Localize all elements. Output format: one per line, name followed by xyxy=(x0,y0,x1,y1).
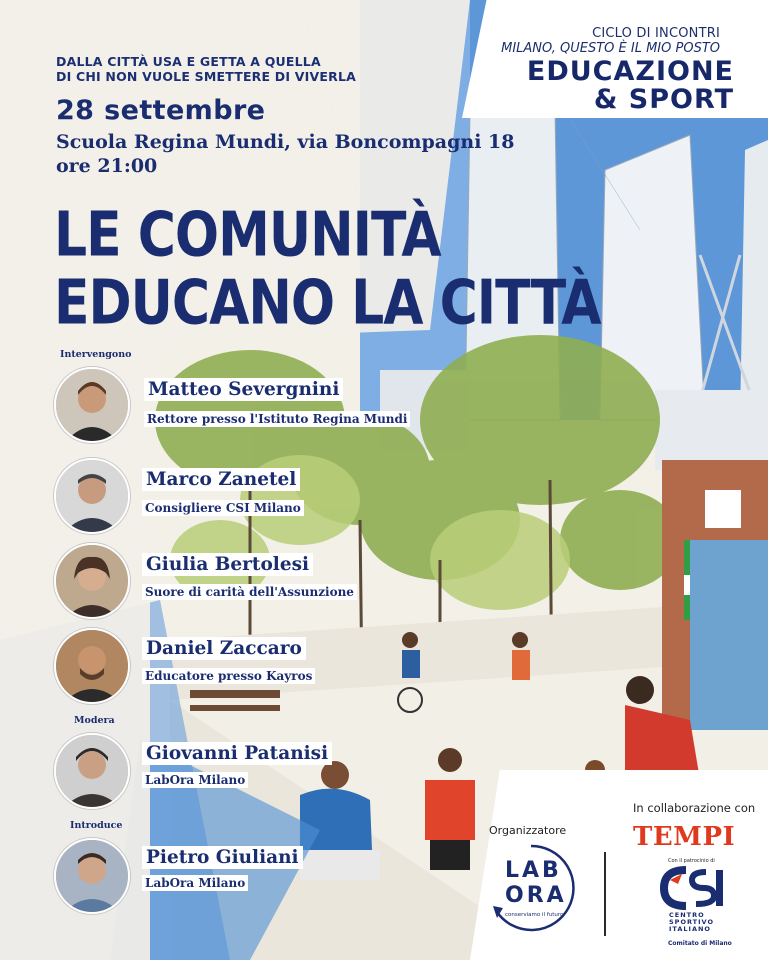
organizer-label: Organizzatore xyxy=(489,824,567,837)
moderator-label: Modera xyxy=(74,715,115,726)
csi-line3: ITALIANO xyxy=(669,925,711,933)
speaker-role: Suore di carità dell'Assunzione xyxy=(142,584,357,600)
speaker-role: Rettore presso l'Istituto Regina Mundi xyxy=(144,411,410,427)
csi-wordmark xyxy=(669,912,714,933)
introducer-name: Pietro Giuliani xyxy=(142,846,303,869)
labora-tagline: conserviamo il futuro xyxy=(505,912,564,918)
csi-line2: SPORTIVO xyxy=(669,918,714,926)
series-subtitle: MILANO, QUESTO È IL MIO POSTO xyxy=(501,41,720,56)
series-title-line1: EDUCAZIONE xyxy=(526,56,734,87)
tagline xyxy=(56,54,386,84)
tempi-logo: TEMPI xyxy=(633,822,736,852)
avatar xyxy=(54,543,130,619)
event-date: 28 settembre xyxy=(56,95,266,126)
avatar xyxy=(54,628,130,704)
speaker-name: Daniel Zaccaro xyxy=(142,637,306,660)
csi-line1: CENTRO xyxy=(669,911,705,919)
patronage-label: Con il patrocinio di xyxy=(668,858,715,864)
collab-label: In collaborazione con xyxy=(633,801,756,815)
introducer-label: Introduce xyxy=(70,820,123,831)
csi-subtitle: Comitato di Milano xyxy=(668,940,732,947)
tagline-line2: DI CHI NON VUOLE SMETTERE DI VIVERLA xyxy=(56,69,356,84)
introducer-role: LabOra Milano xyxy=(142,875,248,891)
avatar xyxy=(54,733,130,809)
avatar xyxy=(54,367,130,443)
headline-line1: LE COMUNITÀ xyxy=(54,200,441,271)
avatar xyxy=(54,458,130,534)
speaker-name: Matteo Severgnini xyxy=(144,378,343,401)
event-venue: Scuola Regina Mundi, via Boncompagni 18 xyxy=(56,131,515,153)
csi-logo-icon xyxy=(656,866,726,910)
event-time: ore 21:00 xyxy=(56,155,158,177)
headline-line2: EDUCANO LA CITTÀ xyxy=(54,268,601,339)
series-label: CICLO DI INCONTRI xyxy=(592,26,720,41)
speaker-name: Giulia Bertolesi xyxy=(142,553,313,576)
labora-word-bottom: ORA xyxy=(505,883,567,908)
speaker-name: Marco Zanetel xyxy=(142,468,300,491)
speaker-role: Educatore presso Kayros xyxy=(142,668,315,684)
speakers-label: Intervengono xyxy=(60,349,132,360)
series-title-line2: & SPORT xyxy=(593,84,734,115)
moderator-name: Giovanni Patanisi xyxy=(142,742,332,765)
labora-word-top: LAB xyxy=(505,858,562,883)
avatar xyxy=(54,838,130,914)
divider xyxy=(604,852,606,936)
tagline-line1: DALLA CITTÀ USA E GETTA A QUELLA xyxy=(56,54,321,69)
speaker-role: Consigliere CSI Milano xyxy=(142,500,304,516)
moderator-role: LabOra Milano xyxy=(142,772,248,788)
